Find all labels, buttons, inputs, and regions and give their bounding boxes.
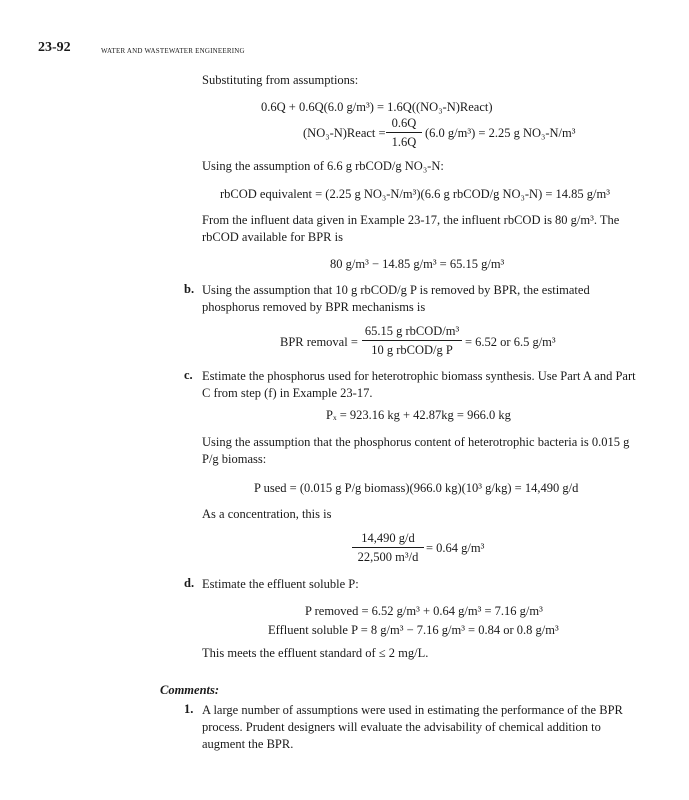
part-b-fraction — [362, 323, 462, 358]
part-c-eq3-numerator: 14,490 g/d — [352, 530, 424, 548]
page-number: 23-92 — [38, 40, 71, 55]
part-c-conc-text: As a concentration, this is — [202, 507, 332, 521]
part-c-eq1: Pₓ = 923.16 kg + 42.87kg = 966.0 kg — [326, 408, 511, 422]
part-c-eq3-denominator: 22,500 m³/d — [357, 550, 419, 564]
part-a-influent-text: From the influent data given in Example 23-17, the influent rbCOD is 80 g/m³. The rbCOD available for BPR is — [202, 213, 620, 244]
part-a-eq3: rbCOD equivalent = (2.25 g NO₃-N/m³)(6.6 g rbCOD/g NO₃-N) = 14.85 g/m³ — [220, 187, 610, 201]
part-b-numerator: 65.15 g rbCOD/m³ — [362, 323, 462, 341]
part-a-assumption: Using the assumption of 6.6 g rbCOD/g NO₃-N: — [202, 159, 444, 173]
part-a-eq1: 0.6Q + 0.6Q(6.0 g/m³) = 1.6Q((NO₃-N)React) — [261, 100, 493, 114]
comment-number: 1. — [184, 702, 194, 716]
part-b-label: b. — [184, 282, 195, 296]
part-d-label: d. — [184, 576, 195, 590]
part-a-intro: Substituting from assumptions: — [202, 73, 359, 87]
part-a-eq2-right: (6.0 g/m³) = 2.25 g NO₃-N/m³ — [425, 126, 576, 140]
part-c-label: c. — [184, 368, 193, 382]
part-b-eq-right: = 6.52 or 6.5 g/m³ — [465, 335, 556, 349]
part-d-text: Estimate the effluent soluble P: — [202, 577, 359, 591]
part-c-eq3-right: = 0.64 g/m³ — [426, 541, 485, 555]
part-b-text: Using the assumption that 10 g rbCOD/g P is removed by BPR, the estimated phosphorus removed by BPR mechanisms is — [202, 283, 590, 314]
part-b-denominator: 10 g rbCOD/g P — [371, 343, 453, 357]
part-c-eq2: P used = (0.015 g P/g biomass)(966.0 kg)(10³ g/kg) = 14,490 g/d — [254, 481, 579, 495]
part-c-eq3-fraction — [352, 530, 424, 565]
part-c-text: Estimate the phosphorus used for heterotrophic biomass synthesis. Use Part A and Part C from step (f) in Example 23-17. — [202, 369, 636, 400]
part-d-eq2: Effluent soluble P = 8 g/m³ − 7.16 g/m³ = 0.84 or 0.8 g/m³ — [268, 623, 559, 637]
comment-text: A large number of assumptions were used in estimating the performance of the BPR process. Prudent designers will evaluate the advisability of chemical addition to augment the BPR. — [202, 703, 623, 751]
part-a-eq2-fraction — [386, 115, 422, 150]
running-title: WATER AND WASTEWATER ENGINEERING — [101, 47, 245, 55]
part-d-eq1: P removed = 6.52 g/m³ + 0.64 g/m³ = 7.16 g/m³ — [305, 604, 543, 618]
part-a-eq2-denominator: 1.6Q — [391, 135, 417, 149]
part-a-eq2-numerator: 0.6Q — [386, 115, 422, 133]
part-c-assumption: Using the assumption that the phosphorus content of heterotrophic bacteria is 0.015 g P/g biomass: — [202, 435, 630, 466]
part-a-eq4: 80 g/m³ − 14.85 g/m³ = 65.15 g/m³ — [330, 257, 505, 271]
part-d-meets: This meets the effluent standard of ≤ 2 mg/L. — [202, 646, 429, 660]
comments-heading: Comments: — [160, 683, 220, 697]
part-b-eq-left: BPR removal = — [280, 335, 358, 349]
part-a-eq2-left: (NO₃-N)React = — [303, 126, 386, 140]
